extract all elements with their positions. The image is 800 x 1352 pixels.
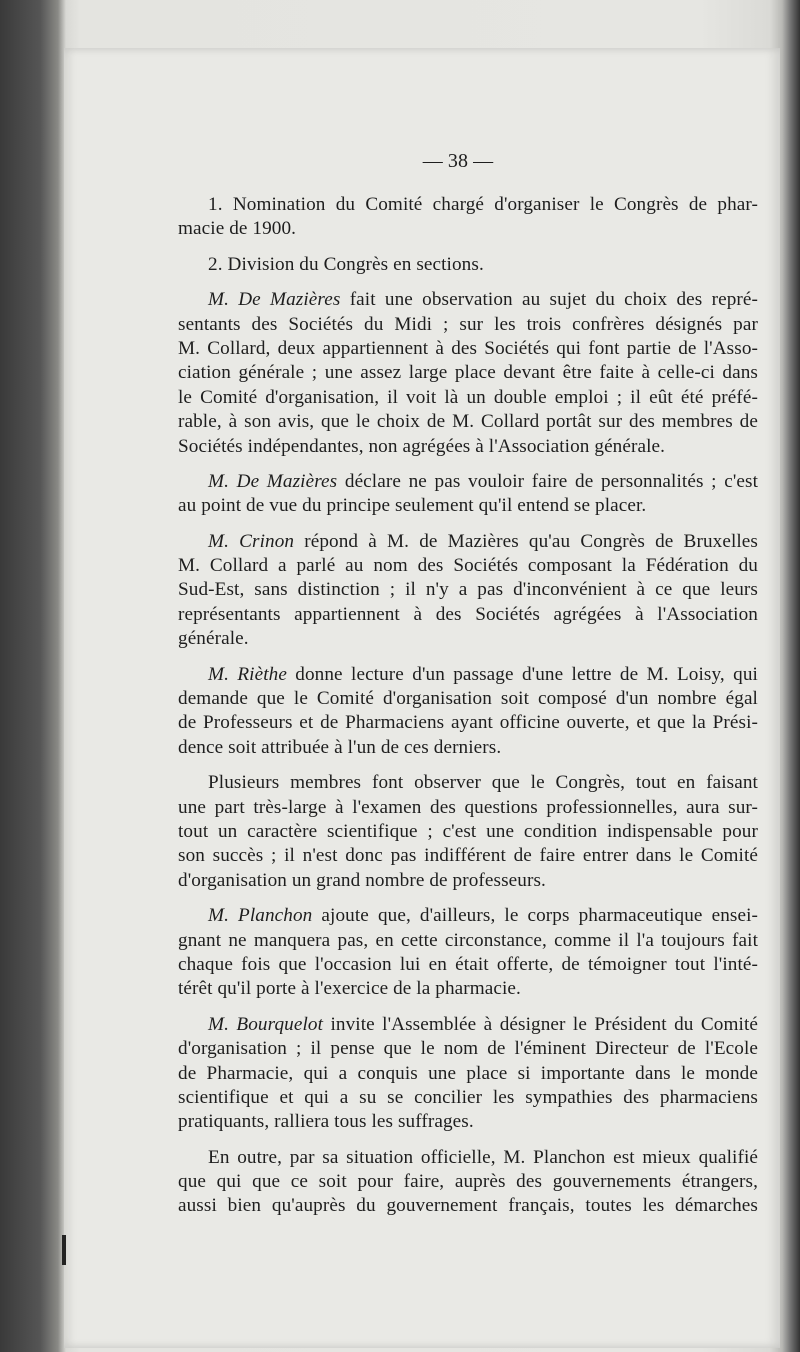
line-text: M. Collard a parlé au nom des Sociétés composant la Fédération du [178, 555, 758, 577]
line-text: que qui que ce soit pour faire, auprès des gouvernements étrangers, [178, 1171, 758, 1193]
line-text: 2. Division du Congrès en sections. [208, 253, 484, 275]
paragraph [178, 530, 758, 652]
text-line [178, 313, 758, 337]
line-text: une part très-large à l'examen des questions professionnelles, aura sur- [178, 796, 758, 818]
line-text: son succès ; il n'est donc pas indifférent de faire entrer dans le Comité [178, 845, 758, 867]
line-text: Plusieurs membres font observer que le Congrès, tout en faisant [208, 772, 758, 794]
line-text: de Professeurs et de Pharmaciens ayant officine ouverte, et que la Prési- [178, 712, 758, 734]
text-line [178, 820, 758, 844]
paragraph [178, 1146, 758, 1219]
text-line [178, 337, 758, 361]
line-text: demande que le Comité d'organisation soit composé d'un nombre égal [178, 688, 758, 710]
text-line [178, 627, 758, 651]
line-text: donne lecture d'un passage d'une lettre de M. Loisy, qui [286, 663, 758, 685]
text-line [178, 1170, 758, 1194]
line-text: 1. Nomination du Comité chargé d'organiser le Congrès de phar- [208, 194, 758, 215]
text-line [178, 771, 758, 795]
line-text: scientifique et qui a su se concilier les sympathies des pharmaciens [178, 1086, 758, 1108]
page-number: — 38 — [422, 150, 494, 172]
speaker-name: M. Bourquelot [208, 1013, 324, 1035]
text-line [178, 1013, 758, 1037]
text-line [178, 953, 758, 977]
speaker-name: M. De Mazières [208, 470, 338, 492]
line-text: ajoute que, d'ailleurs, le corps pharmaceutique ensei- [312, 905, 758, 927]
paragraph [178, 663, 758, 761]
text-line [178, 1194, 758, 1218]
text-line [178, 1110, 758, 1134]
text-line [178, 844, 758, 868]
text-line [178, 1086, 758, 1110]
text-line [178, 1062, 758, 1086]
text-line [178, 578, 758, 602]
line-text: ciation générale ; une assez large place devant être faite à celle-ci dans [178, 362, 758, 384]
text-line [178, 361, 758, 385]
paragraph [178, 253, 758, 277]
line-text: rable, à son avis, que le choix de M. Collard portât sur des membres de [178, 411, 758, 433]
paragraph [178, 470, 758, 519]
paragraph [178, 1013, 758, 1135]
paragraph [178, 771, 758, 893]
text-line [178, 217, 758, 241]
text-line [178, 663, 758, 687]
speaker-name: M. Crinon [208, 530, 295, 552]
line-text: d'organisation un grand nombre de professeurs. [178, 869, 546, 891]
text-line [178, 494, 758, 518]
paragraph [178, 193, 758, 242]
line-text: invite l'Assemblée à désigner le Président du Comité [323, 1013, 759, 1035]
speaker-name: M. De Mazières [208, 289, 341, 311]
line-text: pratiquants, ralliera tous les suffrages. [178, 1111, 474, 1133]
line-text: dence soit attribuée à l'un de ces derniers. [178, 736, 502, 758]
line-text: de Pharmacie, qui a conquis une place si importante dans le monde [178, 1062, 758, 1084]
line-text: gnant ne manquera pas, en cette circonstance, comme il l'a toujours fait [178, 929, 758, 951]
line-text: Sud-Est, sans distinction ; il n'y a pas d'inconvénient à ce que leurs [178, 579, 758, 601]
text-line [178, 603, 758, 627]
line-text: générale. [178, 628, 249, 650]
line-text: déclare ne pas vouloir faire de personnalités ; c'est [337, 470, 758, 492]
line-text: au point de vue du principe seulement qu'il entend se placer. [178, 495, 647, 517]
line-text: térêt qu'il porte à l'exercice de la pharmacie. [178, 978, 521, 1000]
text-line [178, 530, 758, 554]
text-line [178, 470, 758, 494]
text-line [178, 977, 758, 1001]
text-line [178, 869, 758, 893]
line-text: En outre, par sa situation officielle, M. Planchon est mieux qualifié [208, 1146, 758, 1168]
text-line [178, 1146, 758, 1170]
binding-edge-mark [62, 1235, 66, 1265]
line-text: Sociétés indépendantes, non agrégées à l'Association générale. [178, 435, 666, 457]
text-line [178, 554, 758, 578]
line-text: chaque fois que l'occasion lui en était offerte, de témoigner tout l'inté- [178, 953, 758, 975]
page-text-block [178, 150, 758, 1219]
text-line [178, 386, 758, 410]
line-text: le Comité d'organisation, il voit là un double emploi ; il eût été préfé- [178, 386, 758, 408]
line-text: macie de 1900. [178, 218, 297, 240]
text-line [178, 796, 758, 820]
text-line [178, 904, 758, 928]
text-line [178, 253, 758, 277]
text-line [178, 711, 758, 735]
speaker-name: M. Rièthe [208, 663, 287, 685]
speaker-name: M. Planchon [208, 905, 313, 927]
text-line [178, 410, 758, 434]
paragraph [178, 288, 758, 459]
line-text: fait une observation au sujet du choix des repré- [340, 289, 758, 311]
text-line [178, 1037, 758, 1061]
paragraph [178, 904, 758, 1002]
line-text: représentants appartiennent à des Sociétés agrégées à l'Association [178, 603, 758, 625]
line-text: sentants des Sociétés du Midi ; sur les trois confrères désignés par [178, 313, 758, 335]
line-text: d'organisation ; il pense que le nom de l'éminent Directeur de l'Ecole [178, 1038, 758, 1060]
line-text: tout un caractère scientifique ; c'est une condition indispensable pour [178, 820, 758, 842]
line-text: aussi bien qu'auprès du gouvernement français, toutes les démarches [178, 1195, 758, 1217]
text-line [178, 687, 758, 711]
line-text: répond à M. de Mazières qu'au Congrès de Bruxelles [294, 530, 758, 552]
text-line [178, 288, 758, 312]
text-line [178, 929, 758, 953]
text-line [178, 435, 758, 459]
text-line [178, 736, 758, 760]
line-text: M. Collard, deux appartiennent à des Sociétés qui font partie de l'Asso- [178, 337, 758, 359]
text-line [178, 193, 758, 217]
